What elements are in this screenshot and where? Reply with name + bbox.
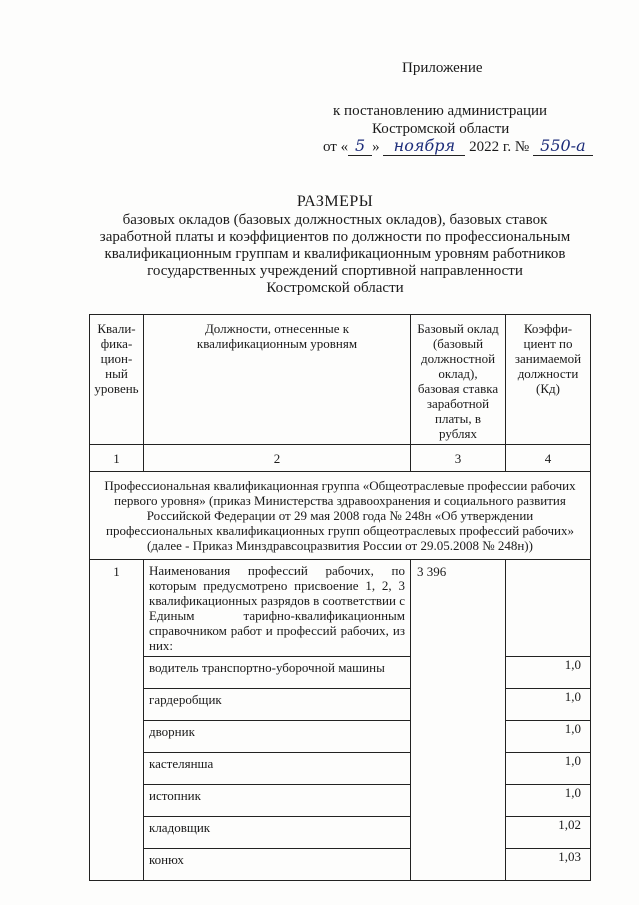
table-row <box>90 785 591 817</box>
col-number-1: 1 <box>90 445 144 472</box>
group-row <box>90 472 591 560</box>
col-number-2: 2 <box>144 445 411 472</box>
date-mid: » <box>372 139 380 155</box>
profession-name: истопник <box>144 785 411 817</box>
title-heading: РАЗМЕРЫ <box>296 193 374 210</box>
level-row <box>90 560 591 657</box>
salary-table <box>89 314 591 881</box>
col-number-4: 4 <box>506 445 591 472</box>
table-header-row <box>90 315 591 445</box>
appendix-label: Приложение <box>402 60 483 76</box>
date-prefix: от « <box>323 139 349 155</box>
column-numbers-row <box>90 445 591 472</box>
profession-coef: 1,03 <box>506 849 591 881</box>
table-row <box>90 753 591 785</box>
profession-coef: 1,0 <box>506 785 591 817</box>
handwritten-number: 550-а <box>540 136 586 155</box>
table-row <box>90 817 591 849</box>
profession-coef: 1,02 <box>506 817 591 849</box>
profession-name: водитель транспортно-уборочной машины <box>144 657 411 689</box>
table-row <box>90 849 591 881</box>
table-row <box>90 721 591 753</box>
profession-coef: 1,0 <box>506 753 591 785</box>
header-level <box>90 315 144 445</box>
table-row <box>90 657 591 689</box>
header-base-salary: Базовый оклад (базовый должностной оклад), базовая ставка заработной платы, в рублях <box>411 315 506 445</box>
profession-name: кастелянша <box>144 753 411 785</box>
document-title <box>85 193 585 297</box>
profession-name: конюх <box>144 849 411 881</box>
profession-coef: 1,0 <box>506 657 591 689</box>
profession-name: кладовщик <box>144 817 411 849</box>
title-line-2: заработной платы и коэффициентов по должности по профессиональным <box>99 229 571 245</box>
profession-name: гардеробщик <box>144 689 411 721</box>
header-level-text: Квали-фика-цион-ный уровень <box>94 321 139 396</box>
header-positions: Должности, отнесенные к квалификационным уровням <box>144 315 411 445</box>
title-line-4: государственных учреждений спортивной направленности <box>147 263 523 279</box>
handwritten-month: ноября <box>393 136 456 155</box>
col-number-3: 3 <box>411 445 506 472</box>
profession-coef: 1,0 <box>506 689 591 721</box>
title-line-3: квалификационным группам и квалификационным уровням работников <box>104 246 566 262</box>
profession-coef: 1,0 <box>506 721 591 753</box>
level-coef-empty <box>506 560 591 657</box>
year-text: 2022 г. № <box>469 139 530 155</box>
resolution-label: к постановлению администрации <box>333 103 548 119</box>
resolution-date <box>323 138 593 156</box>
title-line-1: базовых окладов (базовых должностных окладов), базовых ставок <box>122 212 548 228</box>
group-description: Профессиональная квалификационная группа «Общеотраслевые профессии рабочих первого уровня» (приказ Министерства здравоохранения и социального развития Российской Федерации от 29 мая 2008 года № 248н «Об утверждении профессиональных квалификационных групп общеотраслевых профессий рабочих» (далее - Приказ Минздравсоцразвития России от 29.05.2008 № 248н)) <box>90 472 591 560</box>
header-coefficient: Коэффи-циент по занимаемой должности (Кд) <box>506 315 591 445</box>
profession-name: дворник <box>144 721 411 753</box>
handwritten-day: 5 <box>355 136 366 155</box>
level-number: 1 <box>90 560 144 881</box>
title-line-5: Костромской области <box>266 280 404 296</box>
base-salary-value: 3 396 <box>411 560 506 881</box>
region-label: Костромской области <box>372 121 510 137</box>
table-row <box>90 689 591 721</box>
level-description: Наименования профессий рабочих, по которым предусмотрено присвоение 1, 2, 3 квалификационных разрядов в соответствии с Единым тарифно-квалификационным справочником работ и профессий рабочих, из них: <box>144 560 411 657</box>
